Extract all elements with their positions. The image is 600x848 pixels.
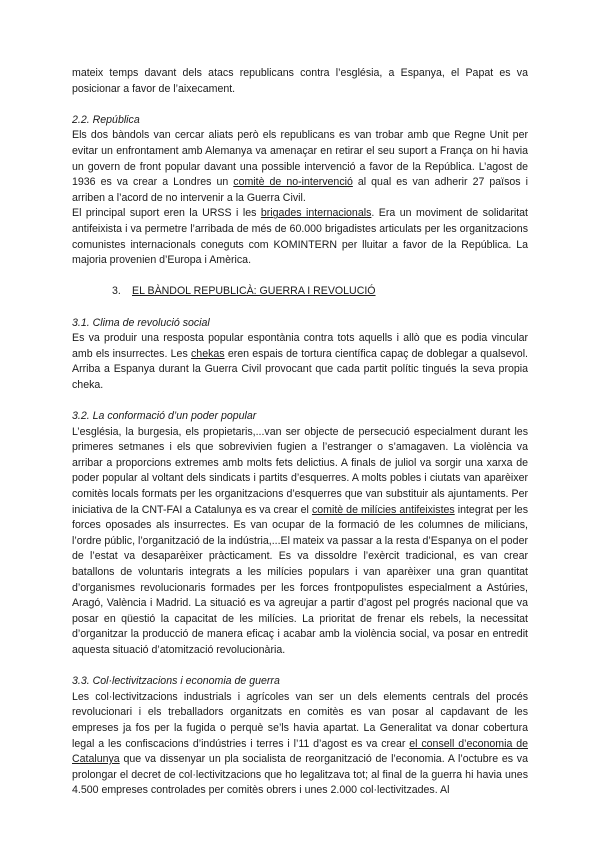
link-brigades-internacionals[interactable]: brigades internacionals <box>260 207 372 220</box>
link-chekas[interactable]: chekas <box>191 347 225 360</box>
section-3-2-heading: 3.2. La conformació d’un poder popular <box>72 410 257 423</box>
section-3-3-paragraph: Les col·lectivitzacions industrials i agrícoles van ser un dels elements centrals del procés revolucionari i els treballadors organitzats en comitès es van posar al capdavant de les empreses ja fos per la fugida o perquè se’ls havia apartat. La Generalitat va donar cobertura legal a les confiscacions d’indústries i terres i l’11 d’agost es va crear el consell d’economia de Catalunya que va dissenyar un pla socialista de reorganització de l’economia. A l’octubre es va prolongar el decret de col·lectivitzacions que ho legalitzava tot; al final de la guerra hi havia unes 4.500 empreses controlades per comitès obrers i unes 2.000 col·lectivitzades. Al <box>72 690 529 797</box>
section-2-2-heading: 2.2. República <box>72 113 140 126</box>
section-3-heading <box>112 284 528 300</box>
document-page <box>72 66 528 799</box>
link-consell-economia-catalunya[interactable]: el consell d’economia de Catalunya <box>72 737 529 766</box>
link-comite-milicies-antifeixistes[interactable]: comitè de milícies antifeixistes <box>311 503 455 516</box>
section-3-number: 3. <box>112 285 121 298</box>
section-3-title: EL BÀNDOL REPUBLICÀ: GUERRA I REVOLUCIÓ <box>132 285 376 298</box>
section-3-3-heading: 3.3. Col·lectivitzacions i economia de guerra <box>72 675 280 688</box>
section-2-2-paragraph-2: El principal suport eren la URSS i les brigades internacionals. Era un moviment de solidaritat antifeixista i va permetre l’arribada de més de 60.000 brigadistes articulats per les organitzacions comunistes internacionals coneguts com KOMINTERN per lluitar a favor de la República. La majoria provenien d’Europa i Amèrica. <box>72 207 528 267</box>
section-3-1-heading: 3.1. Clima de revolució social <box>72 316 210 329</box>
section-3-2-paragraph: L’església, la burgesia, els propietaris,...van ser objecte de persecució especialment durant les primeres setmanes i els que sobrevivien fugien a l’estranger o s’amagaven. La violència va arribar a proporcions extremes amb molts fets delictius. A finals de juliol va sorgir una xarxa de poder popular al voltant dels sindicats i partits d’esquerres. A molts pobles i ciutats van aparèixer comitès locals formats per les organitzacions d’esquerres que van substituir als ajuntaments. Per iniciativa de la CNT-FAI a Catalunya es va crear el comitè de milícies antifeixistes integrat per les forces oposades als insurrectes. Es van ocupar de la formació de les columnes de milicians, l’ordre públic, l’organització de la indústria,...El mateix va passar a la resta d’Espanya on el poder de l’estat va desaparèixer pràcticament. Es va dissoldre l’exèrcit tradicional, es van crear batallons de voluntaris integrats a les milícies populars i van aparèixer una gran quantitat d’organismes revolucionaris formades per les forces frontpopulistes especialment a Astúries, Aragó, València i Madrid. La situació es va agreujar a partir d’agost pel progrés nacional que va posar en qüestió la capacitat de les milícies. La prioritat de frenar els rebels, la necessitat d’organitzar la producció de manera eficaç i acabar amb la violència social, va posar en entredit aquesta situació d’atomització revolucionària. <box>72 425 528 656</box>
section-3-1-paragraph: Es va produir una resposta popular espontània contra tots aquells i allò que es podia vincular amb els insurrectes. Les chekas eren espais de tortura científica capaç de doblegar a qualsevol. Arriba a Espanya durant la Guerra Civil provocant que cada partit polític tingués la seva propia cheka. <box>72 332 528 391</box>
intro-paragraph: mateix temps davant dels atacs republicans contra l’església, a Espanya, el Papat es va posicionar a favor de l’aixecament. <box>72 67 528 95</box>
link-comite-no-intervencio[interactable]: comitè de no-intervenció <box>233 176 353 189</box>
section-2-2-paragraph-1: Els dos bàndols van cercar aliats però els republicans es van trobar amb que Regne Unit per evitar un enfrontament amb Alemanya va amenaçar en retirar el seu suport a França on hi havia un govern de front popular davant una possible intervenció a favor de la República. L’agost de 1936 es va crear a Londres un comitè de no-intervenció al qual es van adherir 27 països i arriben a l’acord de no intervenir a la Guerra Civil. <box>72 129 528 204</box>
